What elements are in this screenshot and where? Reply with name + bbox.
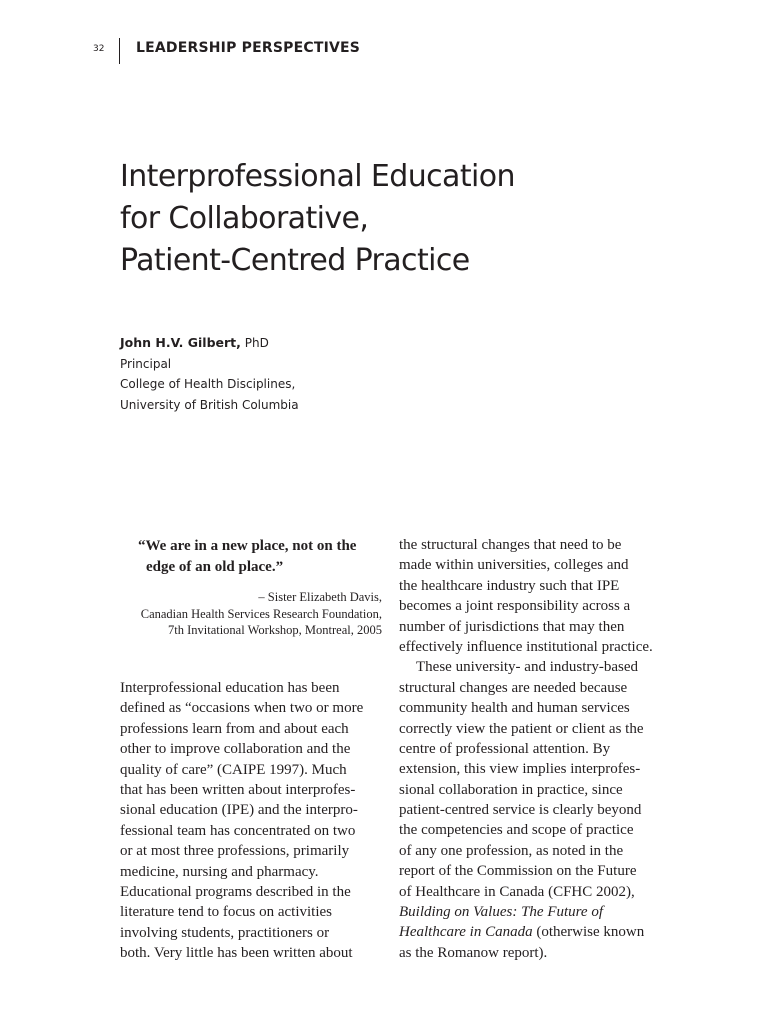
body-line: community health and human services — [399, 700, 630, 717]
body-line: both. Very little has been written about — [120, 945, 353, 962]
book-title-line: Building on Values: The Future of — [399, 904, 604, 921]
body-line: These university- and industry-based — [416, 659, 639, 676]
body-line: medicine, nursing and pharmacy. — [120, 863, 319, 880]
epigraph-quote — [138, 536, 382, 577]
body-fragment: (otherwise known — [532, 924, 645, 941]
title-line: for Collaborative, — [120, 201, 369, 236]
title-line: Patient-Centred Practice — [120, 243, 470, 278]
attribution-line: 7th Invitational Workshop, Montreal, 2005 — [167, 623, 382, 637]
body-line: of any one profession, as noted in the — [399, 842, 624, 859]
body-line: Interprofessional education has been — [120, 680, 340, 696]
body-line: of Healthcare in Canada (CFHC 2002), — [399, 883, 635, 900]
body-line: sional education (IPE) and the interpro- — [120, 802, 358, 819]
page-header — [0, 38, 768, 66]
body-line: number of jurisdictions that may then — [399, 618, 625, 635]
body-line: professions learn from and about each — [120, 720, 349, 737]
author-institution: University of British Columbia — [120, 397, 299, 412]
body-line: that has been written about interprofes- — [120, 781, 356, 798]
author-role: Principal — [120, 356, 172, 371]
body-line: Educational programs described in the — [120, 883, 351, 900]
quote-line: “We are in a new place, not on the — [138, 538, 357, 554]
author-department: College of Health Disciplines, — [120, 377, 296, 391]
article-title — [120, 156, 680, 282]
body-line: fessional team has concentrated on two — [120, 822, 356, 839]
body-line: the structural changes that need to be — [399, 537, 622, 553]
header-divider — [119, 38, 120, 64]
body-line: or at most three professions, primarily — [120, 843, 350, 860]
body-line: the competencies and scope of practice — [399, 822, 634, 839]
author-degree: PhD — [244, 336, 269, 350]
body-line: involving students, practitioners or — [120, 924, 330, 941]
body-line: effectively influence institutional practice. — [399, 638, 653, 655]
body-line: as the Romanow report). — [399, 944, 548, 961]
body-line: correctly view the patient or client as the — [399, 720, 644, 737]
body-line: structural changes are needed because — [399, 679, 628, 696]
body-line: literature tend to focus on activities — [120, 904, 333, 921]
body-column-left — [120, 678, 385, 963]
body-line: report of the Commission on the Future — [399, 863, 637, 880]
book-title-fragment: Healthcare in Canada — [399, 924, 533, 941]
body-line: made within universities, colleges and — [399, 557, 629, 574]
author-block — [120, 333, 299, 415]
body-column-right — [399, 535, 664, 963]
body-line: patient-centred service is clearly beyond — [399, 802, 642, 819]
attribution-line: Canadian Health Services Research Foundation, — [140, 606, 382, 621]
title-line: Interprofessional Education — [120, 159, 515, 194]
attribution-line: – Sister Elizabeth Davis, — [258, 590, 382, 604]
body-line: other to improve collaboration and the — [120, 741, 351, 758]
body-line: extension, this view implies interprofes- — [399, 761, 641, 778]
author-line — [120, 333, 299, 354]
body-line: the healthcare industry such that IPE — [399, 577, 620, 594]
author-name: John H.V. Gilbert, — [120, 335, 241, 350]
section-title: LEADERSHIP PERSPECTIVES — [136, 40, 361, 56]
body-line: sional collaboration in practice, since — [399, 781, 623, 798]
body-line: quality of care” (CAIPE 1997). Much — [120, 761, 347, 778]
epigraph — [120, 536, 382, 639]
body-line-mixed — [399, 922, 664, 942]
page-number: 32 — [93, 44, 105, 54]
body-line: becomes a joint responsibility across a — [399, 598, 631, 615]
epigraph-attribution — [120, 589, 382, 639]
quote-line: edge of an old place.” — [146, 558, 284, 575]
body-line: centre of professional attention. By — [399, 740, 611, 757]
body-line: defined as “occasions when two or more — [120, 700, 364, 717]
